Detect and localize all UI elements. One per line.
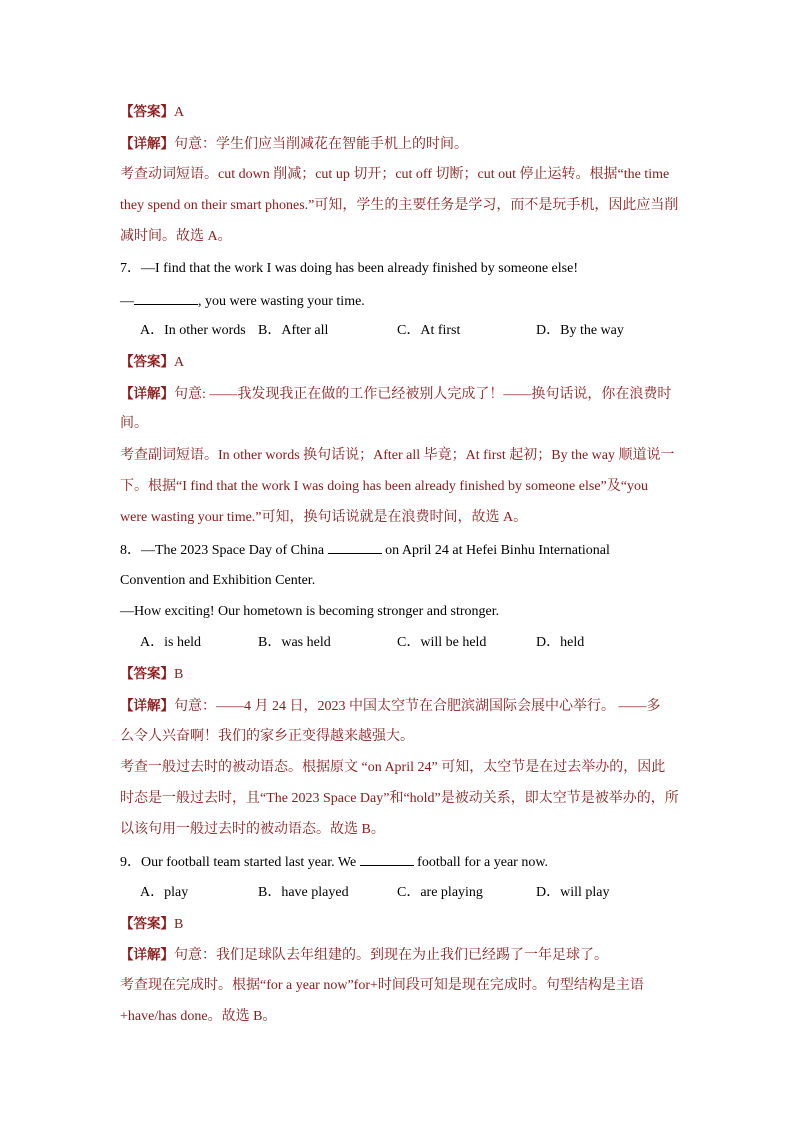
q7-after-blank: , you were wasting your time. xyxy=(198,294,365,309)
q9-answer-line xyxy=(120,914,680,935)
answer-label: 【答案】 xyxy=(120,666,174,682)
q6-explanation-1: 考查动词短语。cut down 削减；cut up 切开；cut off 切断；cut out 停止运转。根据“the time xyxy=(120,167,670,182)
q9-blank xyxy=(360,851,414,866)
q9-explanation-1: 考查现在完成时。根据“for a year now”for+时间段可知是现在完成时。句型结构是主语 xyxy=(120,978,644,993)
detail-label: 【详解】 xyxy=(120,947,174,963)
q6-detail: 句意：学生们应当削减花在智能手机上的时间。 xyxy=(174,137,468,152)
q8-answer: B xyxy=(174,667,184,682)
q7-detail-2: 间。 xyxy=(120,416,148,431)
q8-detail-1: 句意：——4 月 24 日，2023 中国太空节在合肥滨湖国际会展中心举行。 ——多 xyxy=(174,699,661,714)
answer-label: 【答案】 xyxy=(120,354,174,370)
detail-label: 【详解】 xyxy=(120,386,174,402)
q8-detail-2: 么令人兴奋啊！我们的家乡正变得越来越强大。 xyxy=(120,729,414,744)
q6-detail-line xyxy=(120,134,680,155)
q8-answer-line xyxy=(120,664,680,685)
q9-option-a: A．play xyxy=(140,885,189,900)
q7-dash: — xyxy=(120,294,134,309)
q9-option-b: B．have played xyxy=(258,885,349,900)
q9-stem-pre: 9．Our football team started last year. We xyxy=(120,855,360,870)
q7-response-line xyxy=(120,290,680,312)
q9-stem-post: football for a year now. xyxy=(413,855,549,870)
q9-answer: B xyxy=(174,917,184,932)
q8-option-b: B．was held xyxy=(258,635,331,650)
q8-option-d: D．held xyxy=(536,635,585,650)
q8-stem-line xyxy=(120,539,680,561)
q7-answer: A xyxy=(174,355,185,370)
q8-option-c: C．will be held xyxy=(397,635,487,650)
q8-stem-post: on April 24 at Hefei Binhu International xyxy=(381,543,610,558)
q6-answer-line xyxy=(120,102,680,123)
q9-option-c: C．are playing xyxy=(397,885,483,900)
q9-stem-line xyxy=(120,851,680,873)
q9-option-d: D．will play xyxy=(536,885,610,900)
q8-detail-line xyxy=(120,696,680,717)
q7-option-a: A．In other words xyxy=(140,323,246,338)
q7-option-d: D．By the way xyxy=(536,323,624,338)
answer-label: 【答案】 xyxy=(120,916,174,932)
q7-stem: 7．—I find that the work I was doing has been already finished by someone else! xyxy=(120,261,578,276)
q7-answer-line xyxy=(120,352,680,373)
q7-option-c: C．At first xyxy=(397,323,461,338)
answer-label: 【答案】 xyxy=(120,104,174,120)
q7-blank xyxy=(134,290,198,305)
q8-stem-2: Convention and Exhibition Center. xyxy=(120,573,316,588)
q6-explanation-3: 减时间。故选 A。 xyxy=(120,229,232,244)
q6-explanation-2: they spend on their smart phones.”可知，学生的主要任务是学习，而不是玩手机，因此应当削 xyxy=(120,198,679,213)
q8-stem-3: —How exciting! Our hometown is becoming stronger and stronger. xyxy=(120,604,500,619)
q9-detail: 句意：我们足球队去年组建的。到现在为止我们已经踢了一年足球了。 xyxy=(174,948,608,963)
q9-explanation-2: +have/has done。故选 B。 xyxy=(120,1009,277,1024)
q6-answer: A xyxy=(174,105,185,120)
q9-detail-line xyxy=(120,945,680,966)
q8-explanation-2: 时态是一般过去时，且“The 2023 Space Day”和“hold”是被动关系，即太空节是被举办的，所 xyxy=(120,791,679,806)
q7-detail-1: 句意: ——我发现我正在做的工作已经被别人完成了！——换句话说，你在浪费时 xyxy=(174,387,672,402)
detail-label: 【详解】 xyxy=(120,136,174,152)
q7-explanation-1: 考查副词短语。In other words 换句话说；After all 毕竟；At first 起初；By the way 顺道说一 xyxy=(120,448,675,463)
q8-stem-pre: 8．—The 2023 Space Day of China xyxy=(120,543,328,558)
q8-blank xyxy=(328,539,382,554)
q7-explanation-3: were wasting your time.”可知，换句话说就是在浪费时间，故选 A。 xyxy=(120,510,528,525)
q8-explanation-3: 以该句用一般过去时的被动语态。故选 B。 xyxy=(120,822,385,837)
q8-option-a: A．is held xyxy=(140,635,202,650)
q7-explanation-2: 下。根据“I find that the work I was doing has been already finished by someone else”及“you xyxy=(120,479,648,494)
q7-detail-line xyxy=(120,384,680,405)
detail-label: 【详解】 xyxy=(120,698,174,714)
q8-explanation-1: 考查一般过去时的被动语态。根据原文 “on April 24” 可知，太空节是在过去举办的，因此 xyxy=(120,760,666,775)
q7-option-b: B．After all xyxy=(258,323,329,338)
